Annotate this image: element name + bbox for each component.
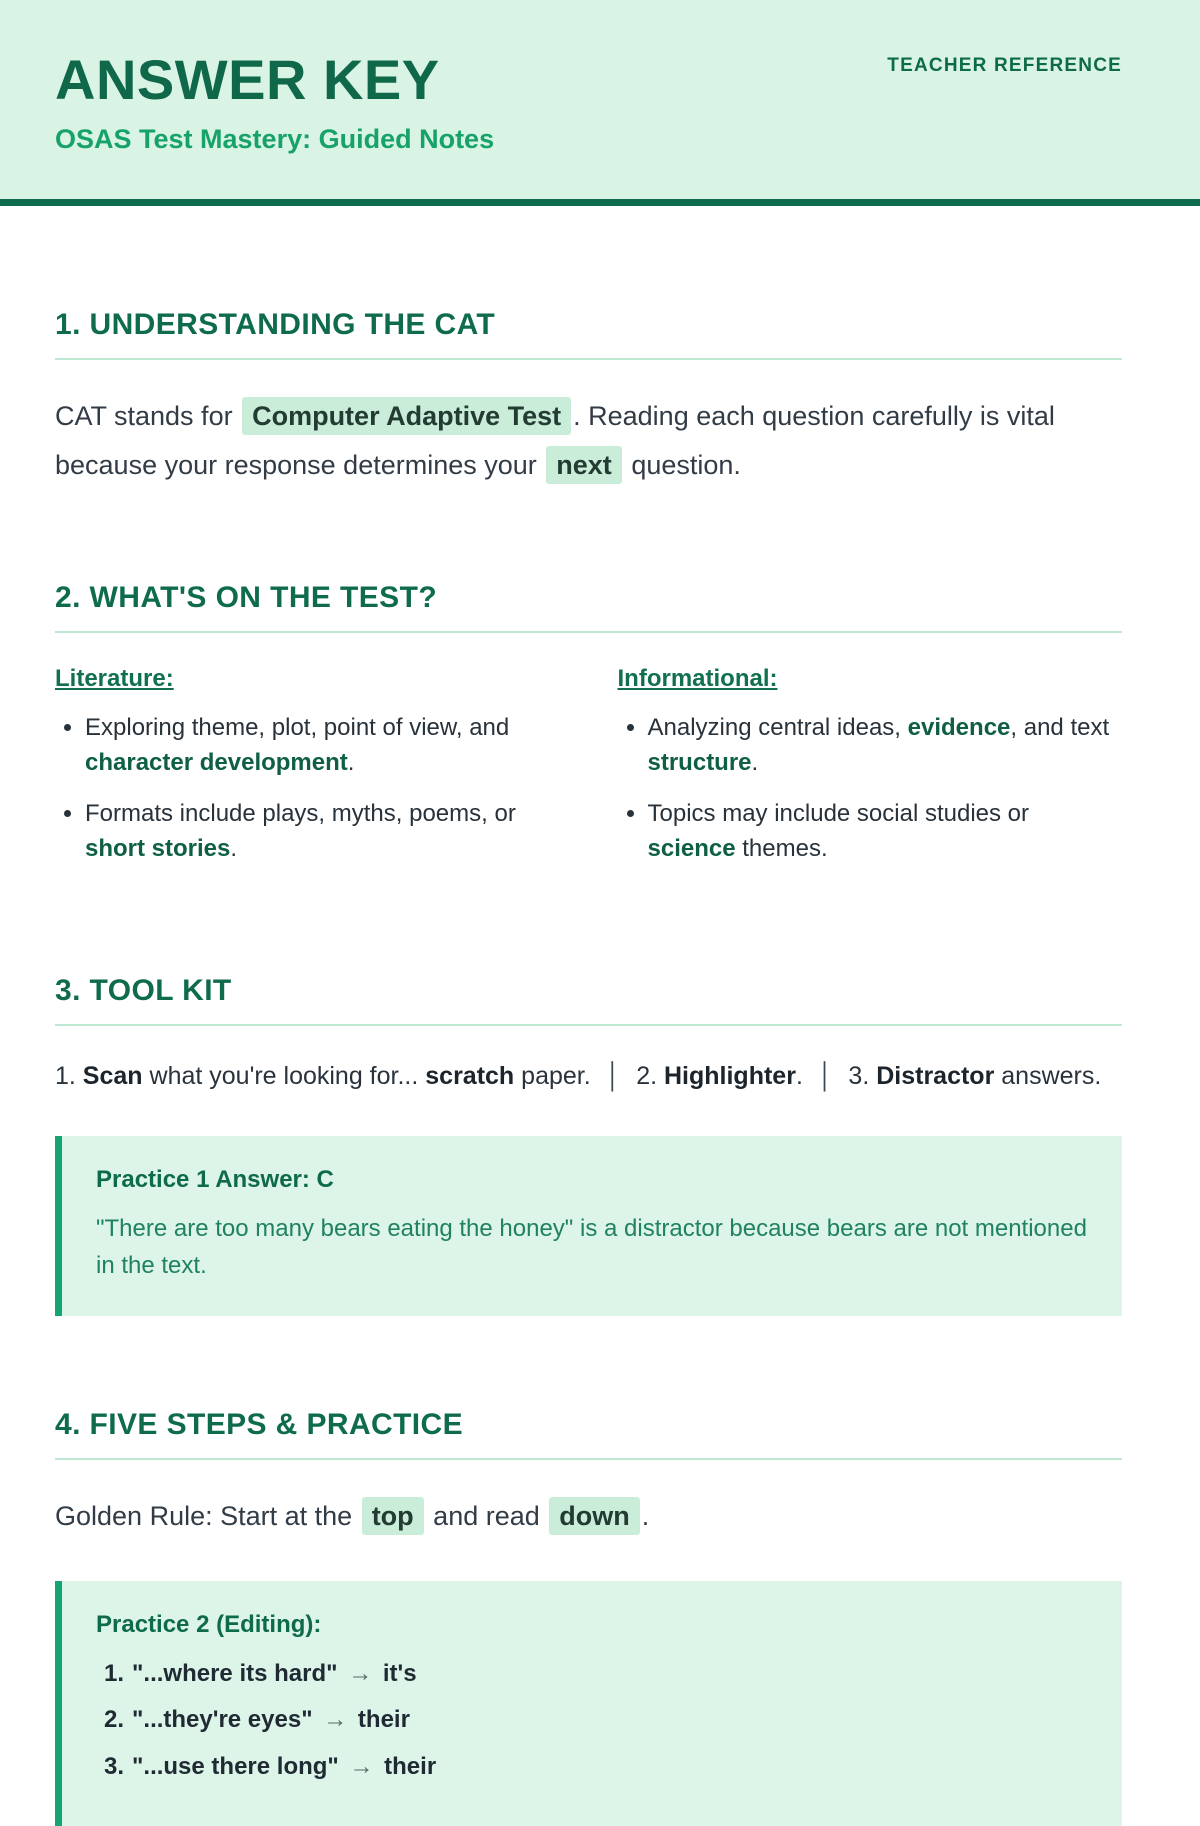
literature-label: Literature: [55,665,174,693]
arrow-icon: → [323,1706,348,1734]
text-segment: "...use there long" [132,1752,346,1780]
text-segment: Analyzing central ideas, [647,714,908,742]
test-content-columns [55,665,1122,882]
text-segment: 1. [55,1062,83,1091]
list-item [85,711,560,781]
text-segment: Golden Rule: Start at the [55,1501,360,1532]
key-term: Scan [82,1062,143,1091]
literature-list [55,711,560,866]
text-segment: and read [425,1501,548,1532]
list-item [648,797,1123,867]
item-number: 1. [104,1659,125,1687]
document-body [0,308,1200,1826]
teacher-reference-badge: TEACHER REFERENCE [887,55,1122,76]
section-3-heading: 3. TOOL KIT [55,974,1122,1026]
text-segment: answers. [994,1062,1102,1091]
text-segment: . [230,834,238,862]
separator-bar: │ [605,1062,622,1091]
key-term: evidence [907,714,1011,742]
editing-answer-row [104,1655,1088,1693]
text-segment: . [347,748,355,776]
cat-paragraph [55,392,1122,489]
key-term: science [647,834,736,862]
informational-label: Informational: [617,665,778,693]
editing-answer-row [104,1701,1088,1739]
page-subtitle: OSAS Test Mastery: Guided Notes [55,124,495,154]
page-title: ANSWER KEY [55,48,440,111]
informational-column [618,665,1123,882]
error-word: its [239,1659,268,1687]
key-term: Highlighter [664,1062,796,1091]
page-header [0,0,1200,199]
text-segment: "...they're eyes" [132,1706,320,1734]
text-segment: themes. [735,834,828,862]
section-understanding-the-cat [55,308,1122,489]
text-segment: . [641,1501,650,1532]
list-item [85,797,560,867]
text-segment: Exploring theme, plot, point of view, and [85,714,510,742]
highlight-top: top [362,1497,424,1535]
item-number: 2. [104,1706,125,1734]
text-segment: 3. [841,1062,877,1091]
literature-column [55,665,560,882]
header-divider-bar [0,199,1200,206]
text-segment: question. [623,449,741,480]
key-term: structure [647,748,752,776]
highlight-down: down [549,1497,639,1535]
arrow-icon: → [349,1752,374,1780]
practice-1-callout [55,1136,1122,1316]
practice-2-callout [55,1581,1122,1826]
section-4-heading: 4. FIVE STEPS & PRACTICE [55,1408,1122,1460]
text-segment: . [751,748,759,776]
text-segment: what you're looking for... [142,1062,426,1091]
text-segment: . [795,1062,810,1091]
practice-1-answer-title: Practice 1 Answer: C [96,1165,334,1193]
section-whats-on-the-test [55,581,1122,882]
key-term: Distractor [876,1062,995,1091]
text-segment: "...where [132,1659,240,1687]
golden-rule-line [55,1492,1122,1541]
key-term: scratch [425,1062,515,1091]
highlight-next: next [546,446,622,484]
practice-2-title: Practice 2 (Editing): [96,1610,322,1638]
correction-word: it's [382,1659,417,1687]
text-segment: . Reading each question carefully is vital because your response determines your [55,401,1055,480]
text-segment: Formats include plays, myths, poems, or [85,799,516,827]
separator-bar: │ [817,1062,834,1091]
informational-list [618,711,1123,866]
section-five-steps-practice [55,1408,1122,1826]
correction-word: their [384,1752,437,1780]
section-tool-kit [55,974,1122,1316]
editing-answers-list [96,1655,1088,1786]
text-segment: Topics may include social studies or [647,799,1030,827]
text-segment: paper. [514,1062,598,1091]
text-segment: , and text [1010,714,1110,742]
item-number: 3. [104,1752,125,1780]
text-segment: CAT stands for [55,401,241,431]
key-term: character development [85,748,348,776]
key-term: short stories [85,834,231,862]
arrow-icon: → [348,1659,373,1687]
practice-1-explanation: "There are too many bears eating the honey" is a distractor because bears are not mentioned in the text. [96,1214,1087,1280]
correction-word: their [357,1706,410,1734]
list-item [648,711,1123,781]
section-2-heading: 2. WHAT'S ON THE TEST? [55,581,1122,633]
toolkit-summary-line [55,1058,1122,1096]
text-segment: hard" [267,1659,345,1687]
section-1-heading: 1. UNDERSTANDING THE CAT [55,308,1122,360]
highlight-computer-adaptive-test: Computer Adaptive Test [242,397,571,435]
text-segment: 2. [629,1062,664,1091]
editing-answer-row [104,1748,1088,1786]
